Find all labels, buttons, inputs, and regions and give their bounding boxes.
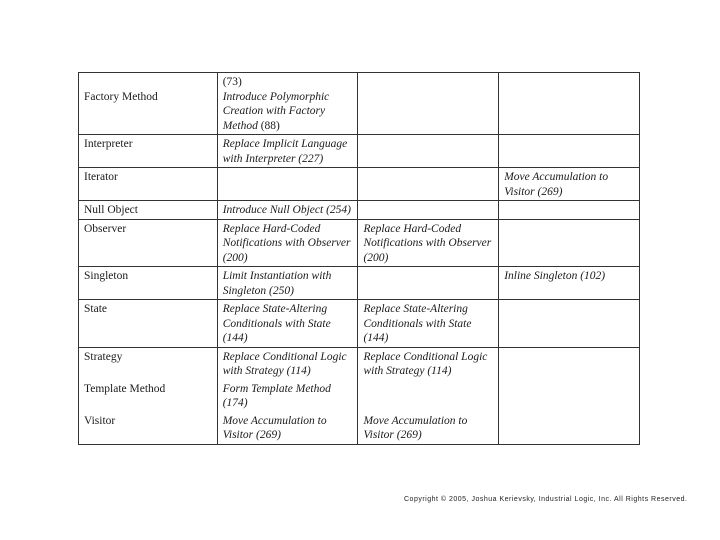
refactoring-to: Replace Conditional Logic with Strategy (114) [217, 347, 358, 380]
copyright-footer: Copyright © 2005, Joshua Kerievsky, Industrial Logic, Inc. All Rights Reserved. [404, 496, 688, 503]
refactoring-towards [358, 201, 499, 220]
refactoring-towards [358, 380, 499, 412]
pattern-name: Iterator [79, 168, 218, 201]
refactoring-away [499, 300, 640, 348]
pattern-name: Interpreter [79, 135, 218, 168]
refactoring-towards [358, 135, 499, 168]
refactoring-away: Move Accumulation to Visitor (269) [499, 168, 640, 201]
pattern-name: Singleton [79, 267, 218, 300]
pattern-name: Null Object [79, 201, 218, 220]
refactoring-to: Replace Hard-Coded Notifications with Observer (200) [217, 219, 358, 267]
refactoring-to: Introduce Null Object (254) [217, 201, 358, 220]
table-row [79, 380, 640, 412]
table-row [79, 168, 640, 201]
refactoring-away: Inline Singleton (102) [499, 267, 640, 300]
table-row [79, 135, 640, 168]
refactoring-away [499, 201, 640, 220]
refactoring-away [499, 135, 640, 168]
refactoring-to: Move Accumulation to Visitor (269) [217, 412, 358, 445]
pattern-name: Template Method [79, 380, 218, 412]
refactoring-away [499, 380, 640, 412]
patterns-refactoring-table [78, 72, 640, 445]
refactoring-away [499, 219, 640, 267]
pattern-name: Observer [79, 219, 218, 267]
refactoring-towards [358, 73, 499, 135]
table-row [79, 219, 640, 267]
table-row [79, 73, 640, 135]
table-row [79, 300, 640, 348]
pattern-name: Factory Method [79, 73, 218, 135]
refactoring-to: Form Template Method (174) [217, 380, 358, 412]
refactoring-away [499, 73, 640, 135]
pattern-name: Strategy [79, 347, 218, 380]
pattern-name: Visitor [79, 412, 218, 445]
table-row [79, 201, 640, 220]
table-row [79, 267, 640, 300]
refactoring-towards: Replace Hard-Coded Notifications with Observer (200) [358, 219, 499, 267]
refactoring-towards: Move Accumulation to Visitor (269) [358, 412, 499, 445]
table-row [79, 412, 640, 445]
refactoring-to: (73) Introduce Polymorphic Creation with Factory Method (88) [217, 73, 358, 135]
pattern-name: State [79, 300, 218, 348]
refactoring-towards [358, 168, 499, 201]
refactoring-towards [358, 267, 499, 300]
refactoring-towards: Replace Conditional Logic with Strategy (114) [358, 347, 499, 380]
refactoring-to: Limit Instantiation with Singleton (250) [217, 267, 358, 300]
refactoring-away [499, 347, 640, 380]
refactoring-to: Replace Implicit Language with Interpreter (227) [217, 135, 358, 168]
refactoring-to [217, 168, 358, 201]
refactoring-towards: Replace State-Altering Conditionals with State (144) [358, 300, 499, 348]
refactoring-away [499, 412, 640, 445]
refactoring-to: Replace State-Altering Conditionals with State (144) [217, 300, 358, 348]
table-row [79, 347, 640, 380]
